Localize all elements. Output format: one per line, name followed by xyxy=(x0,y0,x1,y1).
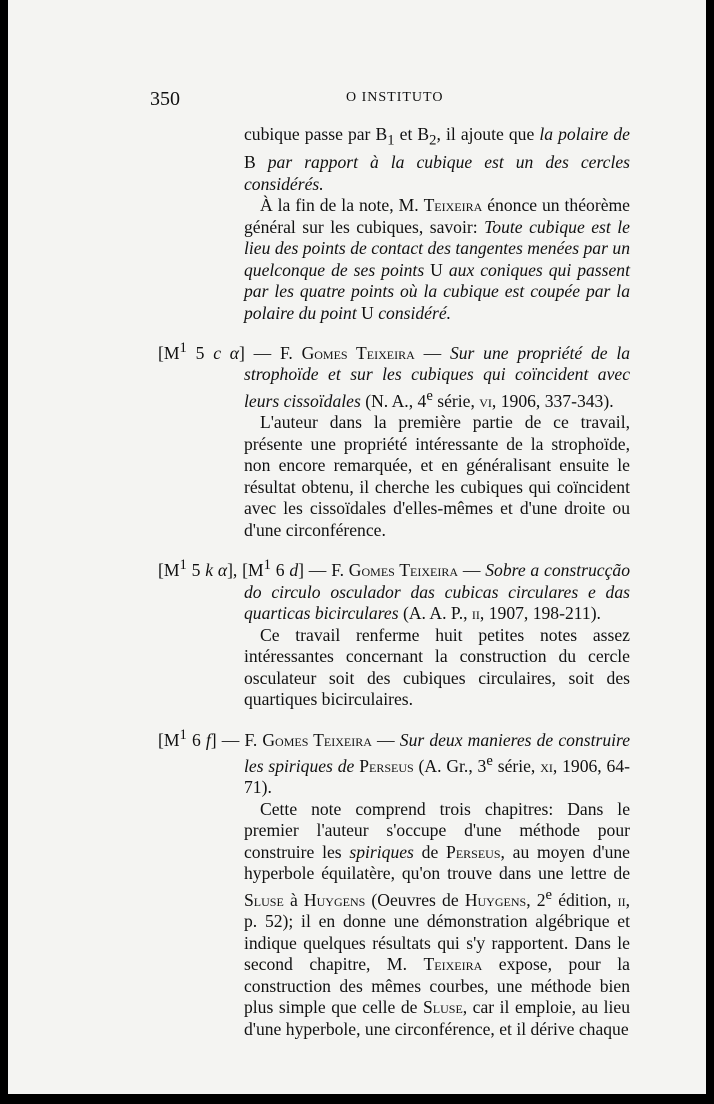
entry-summary: Cette note comprend trois chapitres: Dans le premier l'auteur s'occupe d'une méthode pour construire les spiriques de Perseus, au moyen d'une hyperbole équilatère, qu'on trouve dans une lettre de Sluse à Huygens (Oeuvres de Huygens, 2e édition, ii, p. 52); il en donne une démonstration algébrique et indique quelques résultats qui s'y rapportent. Dans le second chapitre, M. Teixeira expose, pour la construction des mêmes courbes, une méthode bien plus simple que celle de Sluse, car il emploie, au lieu d'une hyperbole, une circonférence, et il dérive chaque xyxy=(244,798,631,1039)
entry-summary: Ce travail renferme huit petites notes assez intéressantes concernant la construction du cercle osculateur soit des cubiques circulaires, soit des quartiques bicirculaires. xyxy=(244,624,630,710)
bibliography-entry: [$M^1$ 6 f] — F. Gomes Teixeira — Sur deux manieres de construire les spiriques de Perseus (A. Gr., 3e série, xi, 1906, 64-71). xyxy=(158,726,631,798)
page-body xyxy=(158,124,630,1040)
entry-summary: L'auteur dans la première partie de ce travail, présente une propriété intéressante de la strophoïde, non encore remarquée, et en généralisant ensuite le résultat obtenu, il cherche les cubiques qui coïncident avec les cissoïdales d'elles-mêmes et d'une droite ou d'une circonférence. xyxy=(244,412,630,540)
bibliography-entry: [$M^1$ 5 c α] — F. Gomes Teixeira — Sur une propriété de la strophoïde et sur les cubiques qui coïncident avec leurs cissoïdales (N. A., 4e série, vi, 1906, 337-343). xyxy=(158,340,631,411)
continuation-paragraph: cubique passe par $B_1$ et $B_2$, il ajoute que la polaire de B par rapport à la cubique est un des cercles considérés. xyxy=(244,124,630,194)
theorem-paragraph: À la fin de la note, M. Teixeira énonce un théorème général sur les cubiques, savoir: Toute cubique est le lieu des points de contact des tangentes menées par un quelconque de ses points U aux coniques qui passent par les quatre points où la cubique est coupée par la polaire du point U considéré. xyxy=(244,195,630,323)
bibliography-entry: [$M^1$ 5 k α], [$M^1$ 6 d] — F. Gomes Teixeira — Sobre a construcção do circulo osculador das cubicas circulares e das quarticas bicirculares (A. A. P., ii, 1907, 198-211). xyxy=(158,557,631,624)
running-title: O INSTITUTO xyxy=(346,90,444,105)
page-header xyxy=(150,88,650,110)
page-number: 350 xyxy=(150,88,180,110)
